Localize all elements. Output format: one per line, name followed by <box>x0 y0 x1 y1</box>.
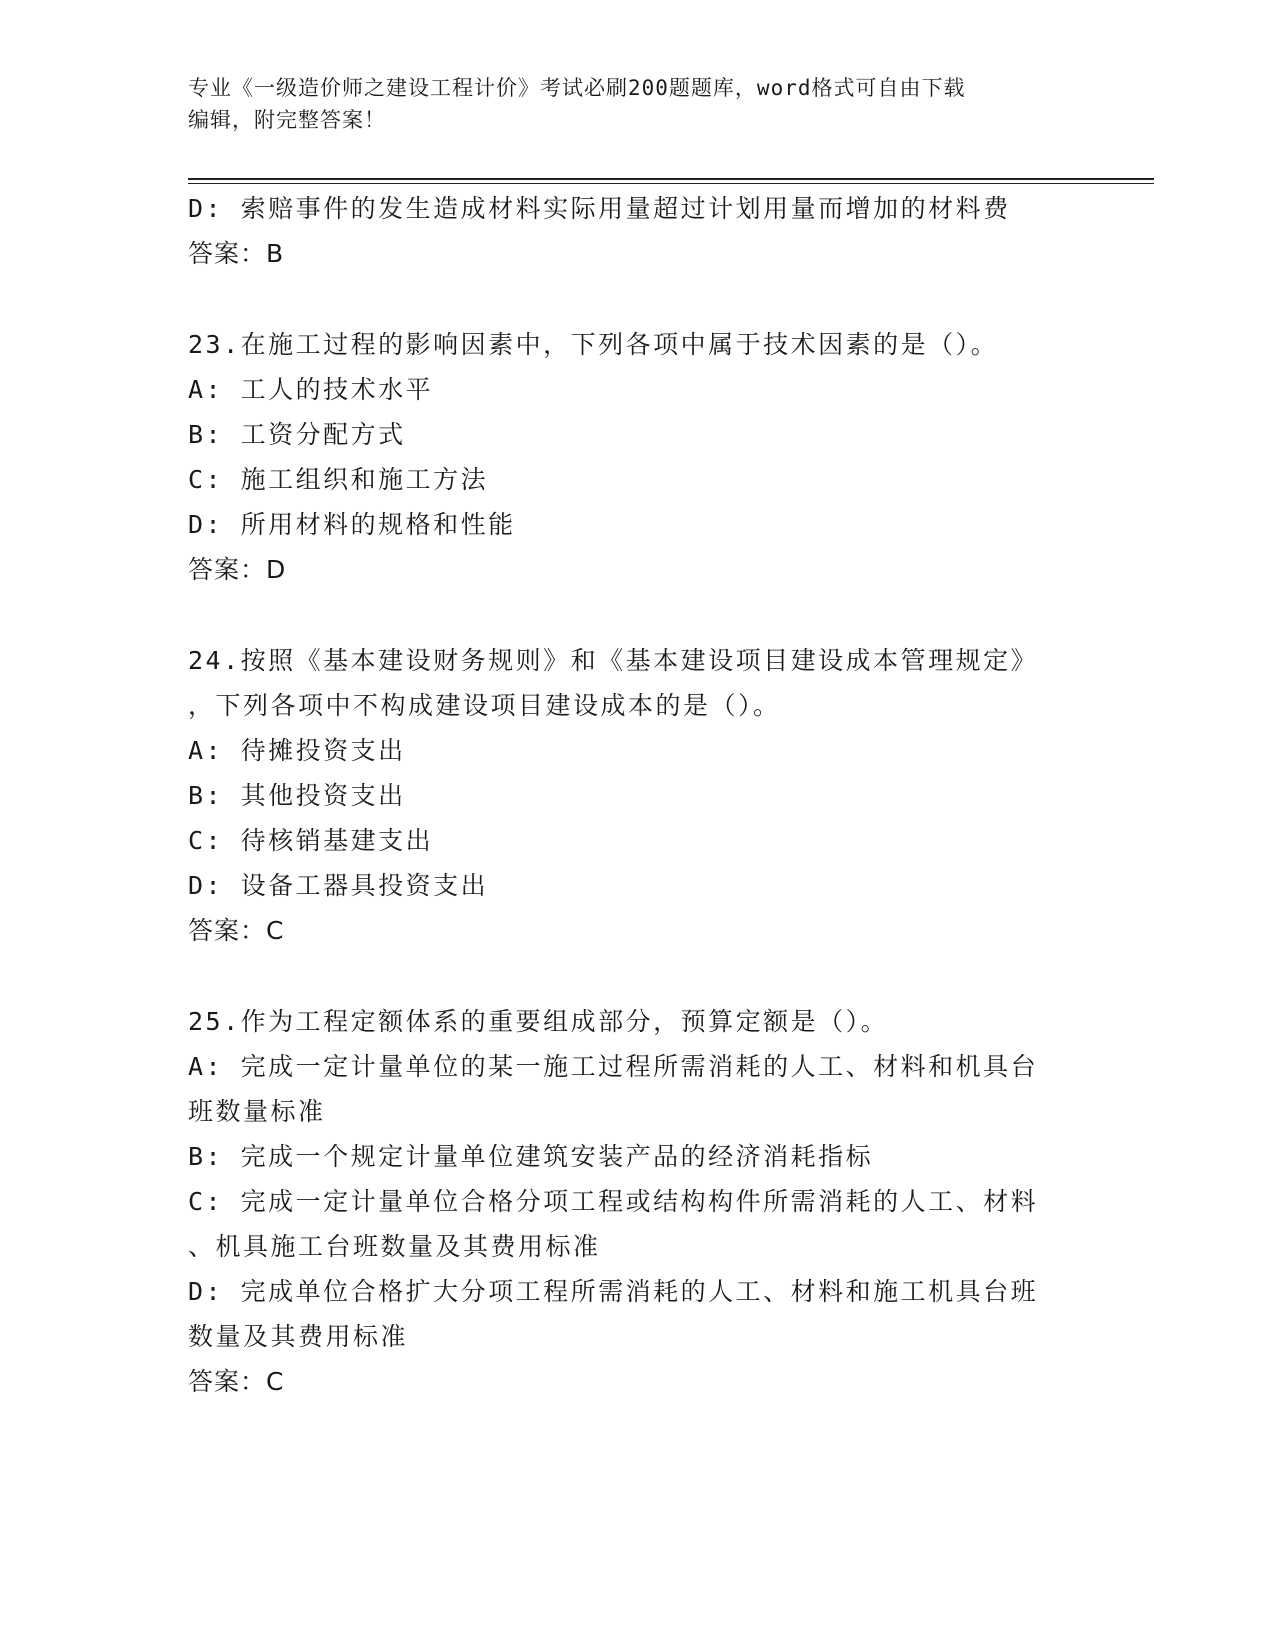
option-d: D: 所用材料的规格和性能 <box>188 510 516 539</box>
question-stem: 25.作为工程定额体系的重要组成部分，预算定额是（）。 <box>188 1007 889 1036</box>
option-a: A: 工人的技术水平 <box>188 375 434 404</box>
option-d: D: 设备工器具投资支出 <box>188 871 489 900</box>
option-a: A: 待摊投资支出 <box>188 736 406 765</box>
question-stem: 24.按照《基本建设财务规则》和《基本建设项目建设成本管理规定》 <box>188 646 1039 675</box>
option-a-continued: 班数量标准 <box>188 1097 326 1126</box>
question-stem: 23.在施工过程的影响因素中，下列各项中属于技术因素的是（）。 <box>188 330 999 359</box>
header-rule-thin <box>188 183 1154 184</box>
spacer <box>188 276 1088 322</box>
question-23 <box>188 322 1088 592</box>
document-body <box>188 186 1088 1404</box>
header-rule-thick <box>188 178 1154 180</box>
answer-line: 答案：C <box>188 1367 285 1396</box>
option-d: D: 索赔事件的发生造成材料实际用量超过计划用量而增加的材料费 <box>188 194 1011 223</box>
answer-line: 答案：B <box>188 239 285 268</box>
option-c: C: 施工组织和施工方法 <box>188 465 489 494</box>
document-header <box>188 72 1088 136</box>
header-line-1: 专业《一级造价师之建设工程计价》考试必刷200题题库，word格式可自由下载 <box>188 76 966 100</box>
previous-question-tail <box>188 186 1088 276</box>
option-b: B: 工资分配方式 <box>188 420 406 449</box>
answer-line: 答案：C <box>188 916 285 945</box>
spacer <box>188 953 1088 999</box>
option-c: C: 完成一定计量单位合格分项工程或结构构件所需消耗的人工、材料 <box>188 1187 1039 1216</box>
option-d-continued: 数量及其费用标准 <box>188 1322 409 1351</box>
header-line-2: 编辑，附完整答案！ <box>188 108 386 132</box>
option-b: B: 其他投资支出 <box>188 781 406 810</box>
option-c-continued: 、机具施工台班数量及其费用标准 <box>188 1232 601 1261</box>
option-d: D: 完成单位合格扩大分项工程所需消耗的人工、材料和施工机具台班 <box>188 1277 1039 1306</box>
answer-line: 答案：D <box>188 555 287 584</box>
question-25 <box>188 999 1088 1404</box>
question-24 <box>188 638 1088 953</box>
question-stem-continued: ，下列各项中不构成建设项目建设成本的是（）。 <box>188 691 781 720</box>
option-a: A: 完成一定计量单位的某一施工过程所需消耗的人工、材料和机具台 <box>188 1052 1039 1081</box>
spacer <box>188 592 1088 638</box>
option-c: C: 待核销基建支出 <box>188 826 434 855</box>
option-b: B: 完成一个规定计量单位建筑安装产品的经济消耗指标 <box>188 1142 874 1171</box>
